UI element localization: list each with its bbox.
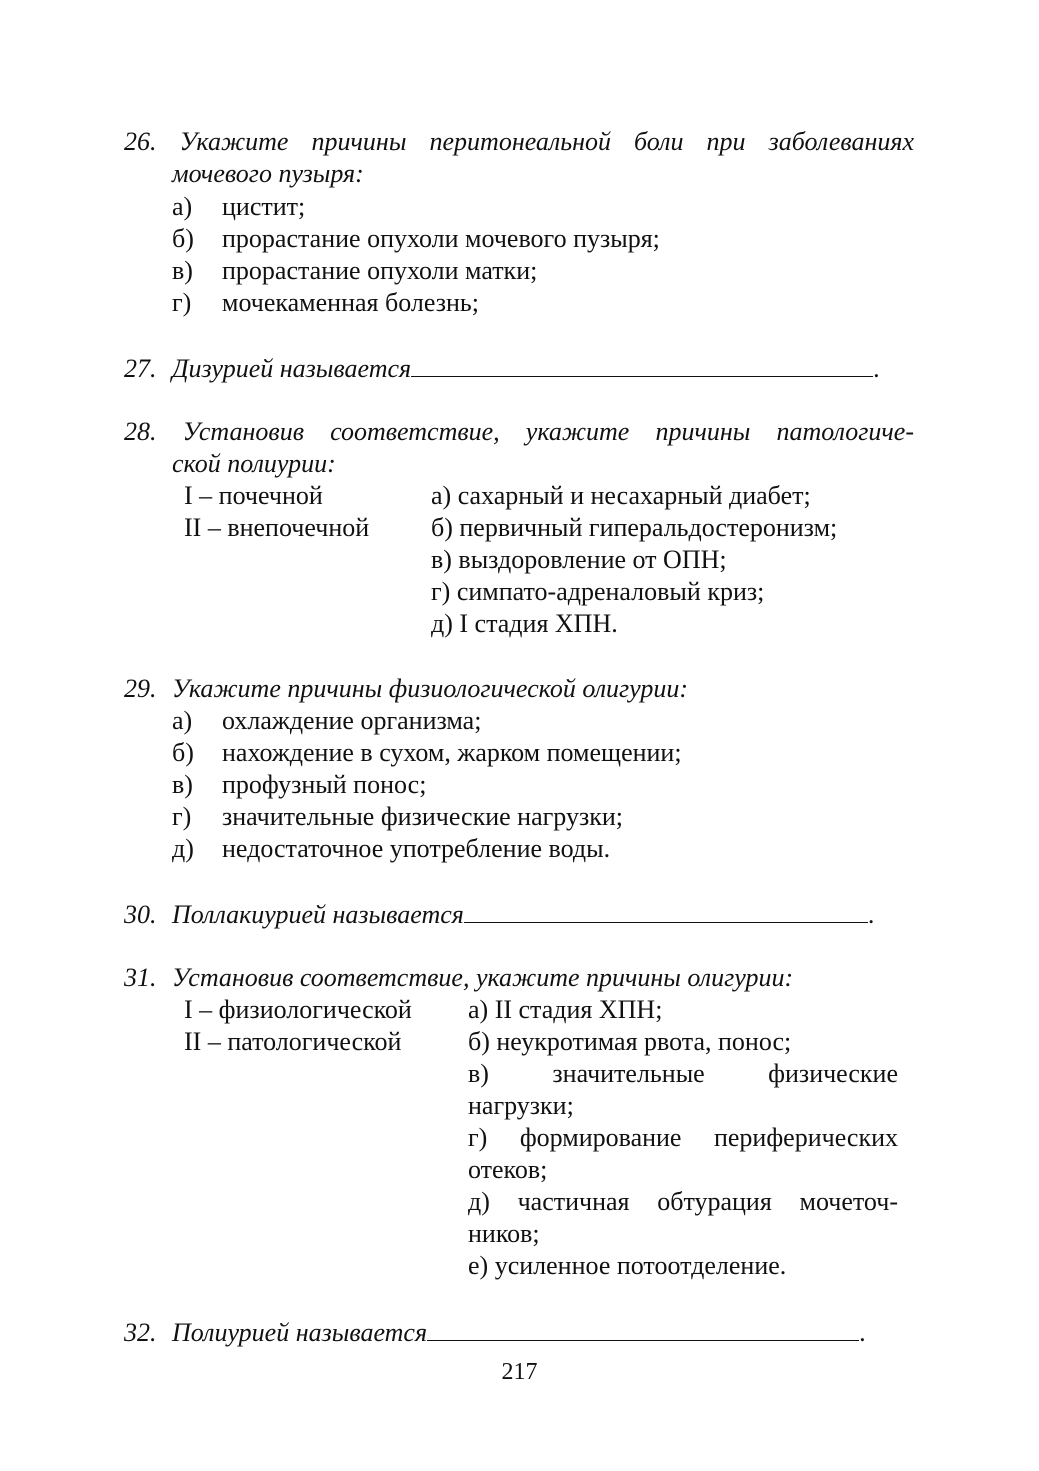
- q29-option: [172, 769, 426, 801]
- q27-answer-blank[interactable]: [411, 352, 873, 377]
- q32-end: .: [859, 1318, 866, 1347]
- option-letter: г): [172, 802, 192, 831]
- option-letter: б): [172, 224, 194, 253]
- option-text: мочекаменная болезнь;: [222, 288, 479, 317]
- q26-number: 26.: [124, 127, 157, 156]
- q28-number: 28.: [124, 417, 157, 446]
- q30-answer-blank[interactable]: [464, 898, 868, 923]
- option-text: недостаточное употребление воды.: [222, 834, 611, 863]
- q26-question-text-1: Укажите причины перитонеальной боли при заболеваниях: [179, 127, 915, 156]
- q32-question-text: Полиурией называется: [172, 1318, 428, 1347]
- q29-option: [172, 705, 481, 737]
- q30-number: 30.: [124, 900, 157, 929]
- option-text: нахождение в сухом, жарком помещении;: [222, 738, 682, 767]
- q31-right-item: г) формирование периферических: [468, 1123, 898, 1152]
- q26-option: [172, 255, 537, 287]
- q31-right-item: д) частичная обтурация мочеточ-: [468, 1187, 898, 1216]
- q31-left-item: II – патологической: [184, 1027, 402, 1056]
- q32-number: 32.: [124, 1318, 157, 1347]
- option-text: охлаждение организма;: [222, 706, 482, 735]
- q29-option: [172, 833, 610, 865]
- q27-number: 27.: [124, 354, 157, 383]
- q27-end: .: [873, 354, 880, 383]
- q29-line: [124, 673, 688, 705]
- q26-option: [172, 191, 305, 223]
- option-letter: в): [172, 256, 193, 285]
- q31-right-item: е) усиленное потоотделение.: [468, 1251, 787, 1280]
- option-text: прорастание опухоли мочевого пузыря;: [222, 224, 660, 253]
- q28-question-text-2: ской полиурии:: [172, 449, 336, 478]
- q27-line: [124, 352, 880, 385]
- q31-right-item: а) II стадия ХПН;: [468, 995, 663, 1024]
- q28-question-text-1: Установив соответствие, укажите причины патологиче-: [182, 417, 914, 446]
- q26-question-text-2: мочевого пузыря:: [172, 159, 364, 188]
- option-letter: а): [172, 192, 193, 221]
- q28-right-item: г) симпато-адреналовый криз;: [431, 577, 765, 606]
- q32-line: [124, 1316, 866, 1349]
- option-text: значительные физические нагрузки;: [222, 802, 623, 831]
- q28-right-item: б) первичный гиперальдостеронизм;: [431, 513, 838, 542]
- q28-right-item: д) I стадия ХПН.: [431, 609, 618, 638]
- q29-question-text: Укажите причины физиологической олигурии:: [172, 674, 689, 703]
- q28-left-item: II – внепочечной: [184, 513, 370, 542]
- option-text: цистит;: [222, 192, 306, 221]
- q31-right-item-cont: нагрузки;: [468, 1091, 574, 1120]
- q29-option: [172, 737, 682, 769]
- q31-number: 31.: [124, 963, 157, 992]
- q26-option: [172, 223, 660, 255]
- q31-right-item-cont: ников;: [468, 1219, 540, 1248]
- q31-right-item: в) значительные физические: [468, 1059, 898, 1088]
- option-text: прорастание опухоли матки;: [222, 256, 538, 285]
- q30-line: [124, 898, 874, 931]
- option-letter: г): [172, 288, 192, 317]
- q29-number: 29.: [124, 674, 157, 703]
- q31-question-text: Установив соответствие, укажите причины олигурии:: [172, 963, 794, 992]
- q31-right-item-cont: отеков;: [468, 1155, 548, 1184]
- q32-answer-blank[interactable]: [427, 1316, 859, 1341]
- q26-line1: [124, 126, 914, 158]
- q30-question-text: Поллакиурией называется: [172, 900, 464, 929]
- q26-option: [172, 287, 479, 319]
- q29-option: [172, 801, 623, 833]
- option-letter: в): [172, 770, 193, 799]
- q28-left-item: I – почечной: [184, 481, 323, 510]
- q31-right-item: б) неукротимая рвота, понос;: [468, 1027, 792, 1056]
- option-letter: б): [172, 738, 194, 767]
- q28-right-item: в) выздоровление от ОПН;: [431, 545, 727, 574]
- q27-question-text: Дизурией называется: [172, 354, 412, 383]
- q31-left-item: I – физиологической: [184, 995, 412, 1024]
- option-letter: д): [172, 834, 194, 863]
- q28-line1: [124, 416, 914, 448]
- q31-line: [124, 962, 793, 994]
- option-text: профузный понос;: [222, 770, 427, 799]
- q28-right-item: а) сахарный и несахарный диабет;: [431, 481, 811, 510]
- page-number: 217: [501, 1359, 538, 1385]
- q30-end: .: [867, 900, 875, 929]
- option-letter: а): [172, 706, 193, 735]
